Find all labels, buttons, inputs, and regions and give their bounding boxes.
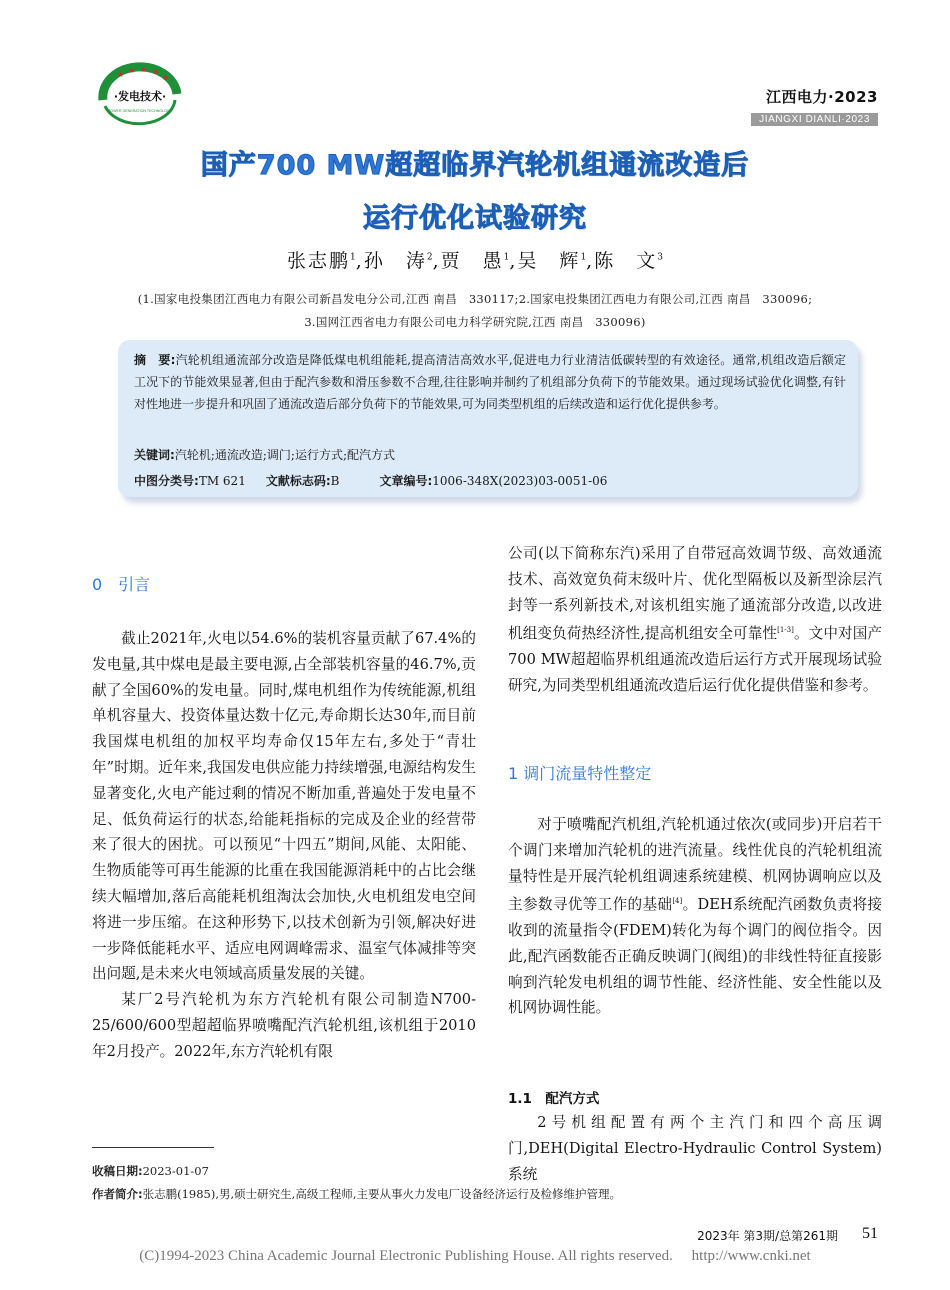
abstract xyxy=(134,349,846,415)
paper-title-line2: 运行优化试验研究 xyxy=(363,203,587,234)
paper-title-line1: 国产700 MW超超临界汽轮机组通流改造后 xyxy=(200,150,750,181)
footnote-rule xyxy=(92,1147,214,1148)
clc-value: TM 621 xyxy=(198,474,246,488)
received-date xyxy=(92,1163,209,1179)
subsection-heading-1-1: 1.1 配汽方式 xyxy=(508,1091,600,1107)
copyright-notice: (C)1994-2023 China Academic Journal Electronic Publishing House. All rights reserved. http://www.cnki.net xyxy=(139,1248,811,1264)
clc-label: 中图分类号: xyxy=(134,474,199,488)
affiliation-line2: 3.国网江西省电力有限公司电力科学研究院,江西 南昌 330096) xyxy=(304,315,646,329)
badge-label: ·发电技术· xyxy=(113,90,167,103)
author-affil-mark: 1 xyxy=(580,252,587,263)
issue-info: 2023年 第3期/总第261期 xyxy=(697,1229,838,1243)
section-badge-logo xyxy=(95,60,185,130)
paragraph-text: 。文中对国产700 MW超超临界机组通流改造后运行方式开展现场试验研究,为同类型机组通流改造后运行优化提供借鉴和参考。 xyxy=(508,625,882,694)
section-heading-1: 1 调门流量特性整定 xyxy=(508,764,652,783)
abstract-label: 摘 要: xyxy=(134,353,176,367)
author-name: 陈 文 xyxy=(594,250,658,272)
paragraph: 2号机组配置有两个主汽门和四个高压调门,DEH(Digital Electro-Hydraulic Control System)系统 xyxy=(508,1114,882,1183)
paragraph-text: 对于喷嘴配汽机组,汽轮机通过依次(或同步)开启若干个调门来增加汽轮机的进汽流量。线性优良的汽轮机组流量特性是开展汽轮机组调速系统建模、机网协调响应以及主参数寻优等工作的基础 xyxy=(508,816,882,914)
author-list: 张志鹏$^1$,孙 涛$^2$,贾 愚$^1$,吴 辉$^1$,陈 文$^3$ xyxy=(287,250,663,272)
received-value: 2023-01-07 xyxy=(142,1164,209,1178)
author-bio xyxy=(92,1186,621,1202)
affiliation-line1: (1.国家电投集团江西电力有限公司新昌发电分公司,江西 南昌 330117;2.国家电投集团江西电力有限公司,江西 南昌 330096; xyxy=(137,292,813,306)
author-affil-mark: 1 xyxy=(350,252,356,263)
author-name: 孙 涛 xyxy=(363,250,427,272)
left-column xyxy=(92,626,476,1065)
author-bio-text: 张志鹏(1985),男,硕士研究生,高级工程师,主要从事火力发电厂设备经济运行及检修维护管理。 xyxy=(142,1187,621,1201)
citation: [1-3] xyxy=(777,626,794,635)
paragraph: 截止2021年,火电以54.6%的装机容量贡献了67.4%的发电量,其中煤电是最主要电源,占全部装机容量的46.7%,贡献了全国60%的发电量。同时,煤电机组作为传统能源,机组单机容量大、投资体量达数十亿元,寿命期长达30年,而目前我国煤电机组的加权平均寿命仅15年左右,多处于“青壮年”时期。近年来,我国发电供应能力持续增强,电源结构发生显著变化,火电产能过剩的情况不断加重,普遍处于发电量不足、低负荷运行的状态,给能耗指标的完成及企业的经营带来了很大的困扰。可以预见“十四五”期间,风能、太阳能、生物质能等可再生能源的比重在我国能源消耗中的占比会继续大幅增加,落后高能耗机组淘汰会加快,火电机组发电空间将进一步压缩。在这种形势下,以技术创新为引领,解决好进一步降低能耗水平、适应电网调峰需求、温室气体减排等突出问题,是未来火电领域高质量发展的关键。 xyxy=(92,630,476,983)
author-name: 张志鹏 xyxy=(287,250,351,272)
article-no-label: 文章编号: xyxy=(379,474,433,488)
paragraph: 某厂2号汽轮机为东方汽轮机有限公司制造N700-25/600/600型超超临界喷嘴配汽汽轮机组,该机组于2010年2月投产。2022年,东方汽轮机有限 xyxy=(92,991,476,1060)
journal-header xyxy=(751,86,878,126)
paragraph-text: 。DEH系统配汽函数负责将接收到的流量指令(FDEM)转化为每个调门的阀位指令。因此,配汽函数能否正确反映调门(阀组)的非线性特征直接影响到汽轮发电机组的调节性能、经济性能、安全性能以及机网协调性能。 xyxy=(508,896,882,1017)
journal-name: 江西电力·2023 xyxy=(766,88,878,106)
journal-pinyin: JIANGXI DIANLI·2023 xyxy=(751,113,878,126)
svg-text:★: ★ xyxy=(128,66,136,75)
doc-code-label: 文献标志码: xyxy=(265,474,331,488)
author-name: 贾 愚 xyxy=(440,250,504,272)
paragraph-continued xyxy=(508,541,882,699)
author-affil-mark: 2 xyxy=(426,252,433,263)
keywords-text: 汽轮机;通流改造;调门;运行方式;配汽方式 xyxy=(174,448,395,462)
author-affil-mark: 1 xyxy=(503,252,510,263)
svg-text:★: ★ xyxy=(117,70,125,79)
page-number: 51 xyxy=(862,1225,878,1242)
article-no-value: 1006-348X(2023)03-0051-06 xyxy=(432,474,608,488)
section-heading-intro: 0 引言 xyxy=(92,575,151,594)
doc-code-value: B xyxy=(330,474,340,488)
badge-sublabel: POWER GENERATION TECHNOLOGY xyxy=(107,109,173,113)
keywords-label: 关键词: xyxy=(134,448,175,462)
right-column-subsection xyxy=(508,1110,882,1187)
paragraph-text: 公司(以下简称东汽)采用了自带冠高效调节级、高效通流技术、高效宽负荷末级叶片、优化型隔板以及新型涂层汽封等一系列新技术,对该机组实施了通流部分改造,以改进机组变负荷热经济性,提高机组安全可靠性 xyxy=(508,545,882,643)
classification-line xyxy=(134,472,607,489)
abstract-text: 汽轮机组通流部分改造是降低煤电机组能耗,提高清洁高效水平,促进电力行业清洁低碳转型的有效途径。通常,机组改造后额定工况下的节能效果显著,但由于配汽参数和滑压参数不合理,往往影响并制约了机组部分负荷下的节能效果。通过现场试验优化调整,有针对性地进一步提升和巩固了通流改造后部分负荷下的节能效果,可为同类型机组的后续改造和运行优化提供参考。 xyxy=(134,353,846,411)
author-bio-label: 作者简介: xyxy=(92,1187,143,1201)
author-affil-mark: 3 xyxy=(657,252,663,263)
received-label: 收稿日期: xyxy=(92,1164,143,1178)
author-name: 吴 辉 xyxy=(517,250,581,272)
citation: [4] xyxy=(672,897,683,906)
right-column-top xyxy=(508,541,882,699)
right-column-section1 xyxy=(508,812,882,1021)
svg-text:★: ★ xyxy=(162,73,170,82)
svg-text:★: ★ xyxy=(152,67,160,76)
keywords-line xyxy=(134,446,395,463)
paragraph xyxy=(508,812,882,1021)
svg-text:★: ★ xyxy=(140,65,148,74)
